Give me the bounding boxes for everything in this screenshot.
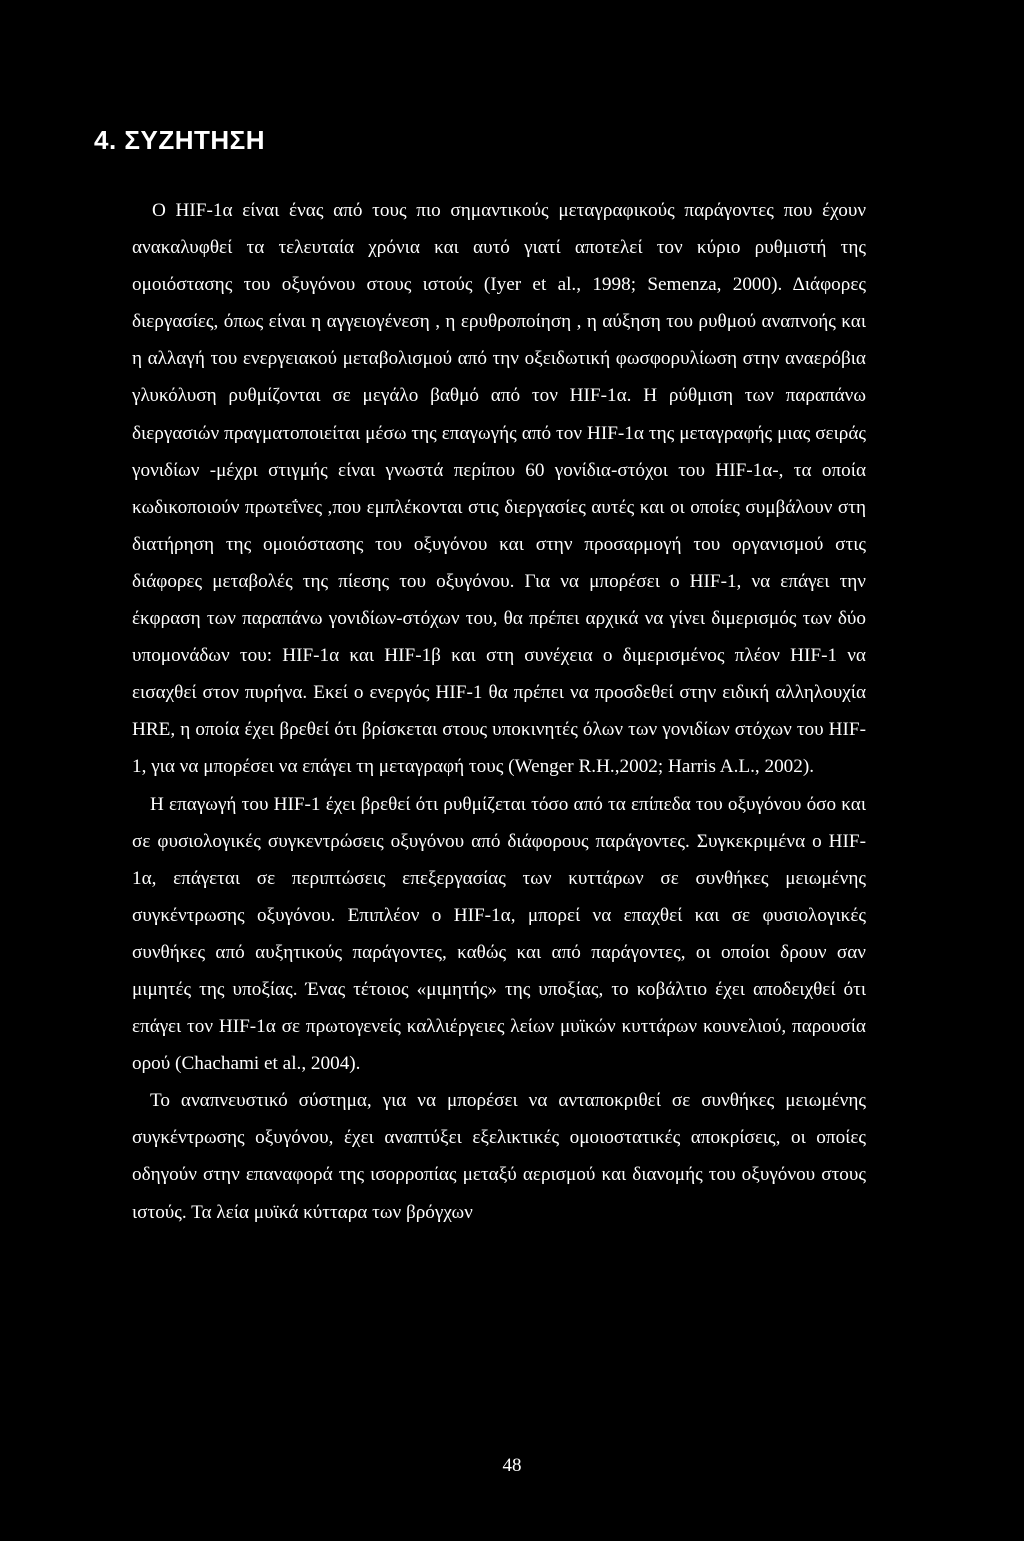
section-heading: 4. ΣΥΖΗΤΗΣΗ: [94, 125, 266, 155]
body-text: [132, 192, 866, 1231]
page-number: 48: [502, 1455, 522, 1476]
paragraph-1: Ο HIF-1α είναι ένας από τους πιο σημαντικούς μεταγραφικούς παράγοντες που έχουν ανακαλυφθεί τα τελευταία χρόνια και αυτό γιατί αποτελεί τον κύριο ρυθμιστή της ομοιόστασης του οξυγόνου στους ιστούς (Iyer et al., 1998; Semenza, 2000). Διάφορες διεργασίες, όπως είναι η αγγειογένεση , η ερυθροποίηση , η αύξηση του ρυθμού αναπνοής και η αλλαγή του ενεργειακού μεταβολισμού από την οξειδωτική φωσφορυλίωση στην αναερόβια γλυκόλυση ρυθμίζονται σε μεγάλο βαθμό από τον HIF-1α. Η ρύθμιση των παραπάνω διεργασιών πραγματοποιείται μέσω της επαγωγής από τον HIF-1α της μεταγραφής μιας σειράς γονιδίων -μέχρι στιγμής είναι γνωστά περίπου 60 γονίδια-στόχοι του HIF-1α-, τα οποία κωδικοποιούν πρωτεΐνες ,που εμπλέκονται στις διεργασίες αυτές και οι οποίες συμβάλουν στη διατήρηση της ομοιόστασης του οξυγόνου και στην προσαρμογή του οργανισμού στις διάφορες μεταβολές της πίεσης του οξυγόνου. Για να μπορέσει ο HIF-1, να επάγει την έκφραση των παραπάνω γονιδίων-στόχων του, θα πρέπει αρχικά να γίνει διμερισμός των δύο υπομονάδων του: HIF-1α και HIF-1β και στη συνέχεια ο διμερισμένος πλέον HIF-1 να εισαχθεί στον πυρήνα. Εκεί ο ενεργός HIF-1 θα πρέπει να προσδεθεί στην ειδική αλληλουχία HRE, η οποία έχει βρεθεί ότι βρίσκεται στους υποκινητές όλων των γονιδίων στόχων του HIF-1, για να μπορέσει να επάγει τη μεταγραφή τους (Wenger R.H.,2002; Harris A.L., 2002).: [132, 200, 866, 778]
paragraph-2: Η επαγωγή του HIF-1 έχει βρεθεί ότι ρυθμίζεται τόσο από τα επίπεδα του οξυγόνου όσο και σε φυσιολογικές συγκεντρώσεις οξυγόνου από διάφορους παράγοντες. Συγκεκριμένα ο HIF-1α, επάγεται σε περιπτώσεις επεξεργασίας των κυττάρων σε συνθήκες μειωμένης συγκέντρωσης οξυγόνου. Επιπλέον ο HIF-1α, μπορεί να επαχθεί και σε φυσιολογικές συνθήκες από αυξητικούς παράγοντες, καθώς και από παράγοντες, οι οποίοι δρουν σαν μιμητές της υποξίας. Ένας τέτοιος «μιμητής» της υποξίας, το κοβάλτιο έχει αποδειχθεί ότι επάγει τον HIF-1α σε πρωτογενείς καλλιέργειες λείων μυϊκών κυττάρων κουνελιού, παρουσία ορού (Chachami et al., 2004).: [132, 793, 866, 1075]
paragraph-3: Το αναπνευστικό σύστημα, για να μπορέσει να ανταποκριθεί σε συνθήκες μειωμένης συγκέντρωσης οξυγόνου, έχει αναπτύξει εξελικτικές ομοιοστατικές αποκρίσεις, οι οποίες οδηγούν στην επαναφορά της ισορροπίας μεταξύ αερισμού και διανομής του οξυγόνου στους ιστούς. Τα λεία μυϊκά κύτταρα των βρόγχων: [132, 1090, 866, 1223]
